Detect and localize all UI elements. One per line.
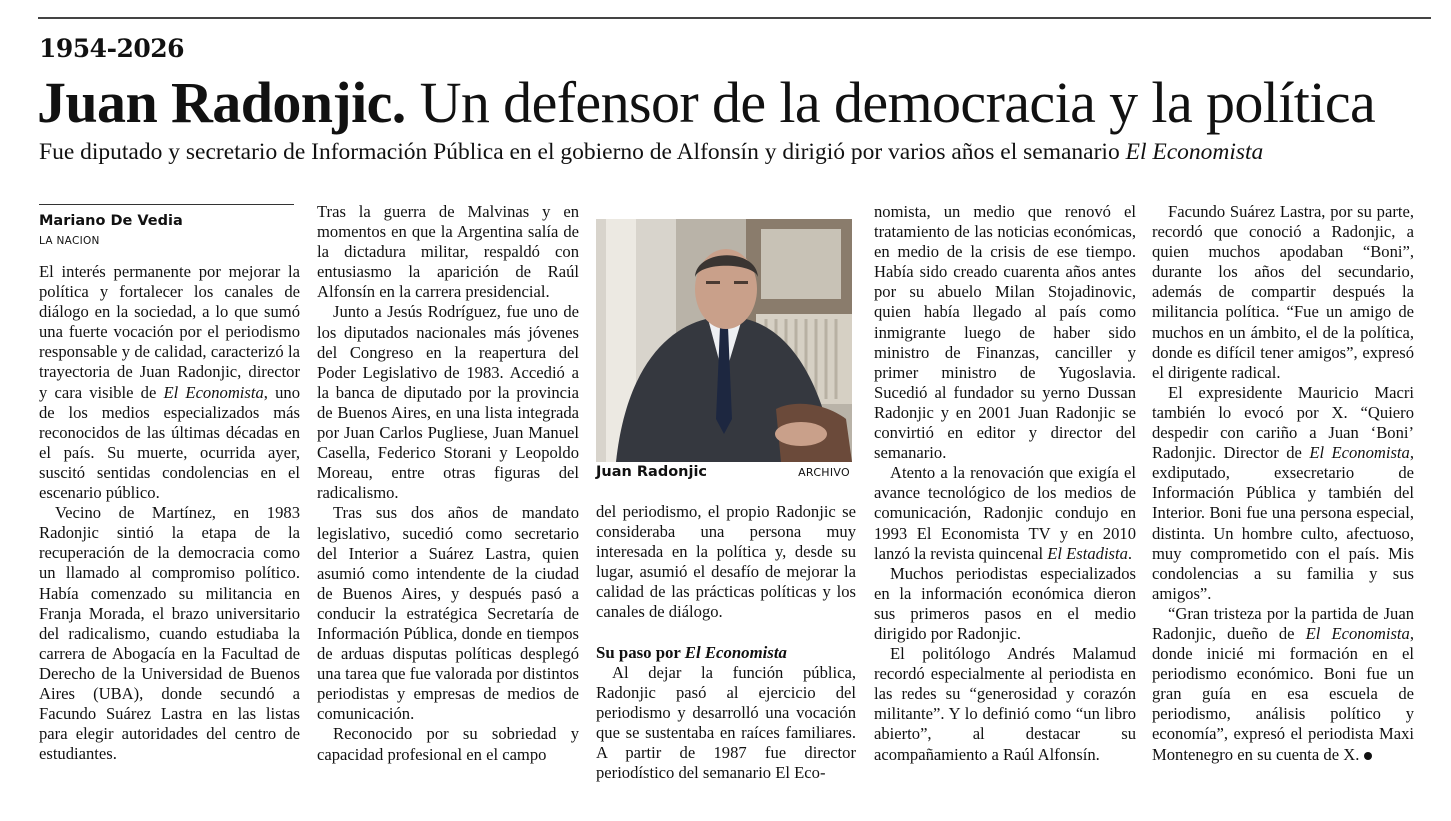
paragraph-text: , uno de los medios especializados más reconocidos de las últimas décadas en el país. Su muerte, ocurrida ayer, suscitó sentidas condolencias en el escenario público. [39,382,300,503]
paragraph [874,463,1136,563]
top-rule [38,17,1431,19]
paragraph: Tras sus dos años de mandato legislativo, sucedió como secretario del Interior a Suárez Lastra, quien asumió como intendente de la ciudad de Buenos Aires, y después pasó a conducir la estratégica Secretaría de Información Pública, donde en tiempos de arduas disputas políticas desplegó una tarea que fue valorada por distintos periodistas y empresas de medios de comunicación. [317,503,579,724]
section-subtitle-prefix: Su paso por [596,642,685,662]
paragraph: Al dejar la función pública, Radonjic pasó al ejercicio del periodismo y desarrolló una vocación que se sustentaba en raíces familiares. A partir de 1987 fue director periodístico del semanario El Eco- [596,662,856,783]
publication-name: El Economista [1309,443,1410,463]
paragraph-text: El interés permanente por mejorar la política y fortalecer los canales de diálogo en la sociedad, a lo que sumó una fuerte vocación por el periodismo responsable y de calidad, caracterizó la trayectoria de Juan Radonjic, director y cara visible de [39,262,300,402]
portrait-photo [596,219,852,462]
portrait-illustration [596,219,852,462]
article-column-5 [1152,202,1414,786]
subheadline [39,138,1263,166]
publication-name: El Economista [163,382,264,402]
paragraph-text: , donde inicié mi formación en el periodismo económico. Boni fue un gran guía en esa escuela de periodismo, análisis político y economía”, expresó el periodista Maxi Montenegro en su cuenta de X. [1152,623,1414,764]
years-label: 1954-2026 [39,34,185,63]
subhead-text: Fue diputado y secretario de Información Pública en el gobierno de Alfonsín y dirigió por varios años el semanario [39,139,1126,165]
paragraph: nomista, un medio que renovó el tratamiento de las noticias económicas, en medio de la crisis de ese tiempo. Había sido creado cuarenta años antes por su abuelo Milan Stojadinovic, quien había llegado al país como inmigrante luego de haber sido ministro de Finanzas, canciller y primer ministro de Yugoslavia. Sucedió al fundador su yerno Dussan Radonjic y en 2001 Juan Radonjic se convirtió en editor y director del semanario. [874,202,1136,463]
headline-name: Juan Radonjic. [37,70,406,135]
paragraph: del periodismo, el propio Radonjic se consideraba una persona muy interesada en la política y, desde su lugar, asumió el desafío de mejorar la calidad de las prácticas políticas y los canales de diálogo. [596,502,856,622]
paragraph-text: , exdiputado, exsecretario de Información Pública y también del Interior. Boni fue una persona especial, distinta. Un hombre culto, afectuoso, muy comprometido con el país. Mis condolencias a su familia y sus amigos”. [1152,443,1414,603]
byline-organization: LA NACION [39,235,100,247]
caption-credit: ARCHIVO [798,466,850,479]
end-mark-icon [1364,752,1372,760]
paragraph: Junto a Jesús Rodríguez, fue uno de los diputados nacionales más jóvenes del Congreso en la reapertura del Poder Legislativo de 1983. Accedió a la banca de diputado por la provincia de Buenos Aires, en una lista integrada por Juan Carlos Pugliese, Juan Manuel Casella, Federico Storani y Leopoldo Moreau, entre otras figuras del radicalismo. [317,302,579,503]
publication-name: El Economista [1305,623,1410,643]
publication-name: El Estadista [1047,543,1128,563]
article-column-3 [596,502,856,786]
subhead-publication: El Economista [1125,139,1264,165]
section-subtitle [596,643,856,663]
article-column-2 [317,202,579,786]
caption-name: Juan Radonjic [596,464,708,480]
paragraph [1152,604,1414,765]
paragraph-text: “Gran tristeza por la partida de Juan Radonjic, dueño de [1152,603,1414,643]
article-column-4 [874,202,1136,786]
byline-rule [39,204,294,205]
paragraph: Tras la guerra de Malvinas y en momentos en que la Argentina salía de la dictadura militar, respaldó con entusiasmo la aparición de Raúl Alfonsín en la carrera presidencial. [317,202,579,302]
article-column-1 [39,262,300,786]
byline-author: Mariano De Vedia [39,213,183,229]
paragraph: Facundo Suárez Lastra, por su parte, recordó que conoció a Radonjic, a quien muchos apodaban “Boni”, durante los años del secundario, además de compartir después la militancia política. “Fue un amigo de muchos en un ámbito, el de la política, donde es difícil tener amigos”, expresó el dirigente radical. [1152,202,1414,382]
paragraph: El politólogo Andrés Malamud recordó especialmente al periodista en las redes su “generosidad y corazón militante”. Y lo definió como “un libro abierto”, al destacar su acompañamiento a Raúl Alfonsín. [874,644,1136,764]
photo-caption [596,462,852,482]
paragraph: Vecino de Martínez, en 1983 Radonjic sintió la etapa de la recuperación de la democracia como un llamado al compromiso político. Había comenzado su militancia en Franja Morada, el brazo universitario del radicalismo, cuando estudiaba la carrera de Abogacía en la Facultad de Derecho de la Universidad de Buenos Aires (UBA), donde secundó a Facundo Suárez Lastra en las listas para elegir autoridades del centro de estudiantes. [39,503,300,764]
paragraph [1152,383,1414,604]
headline [37,72,1375,134]
paragraph [39,262,300,503]
headline-rest: Un defensor de la democracia y la política [419,70,1376,135]
section-subtitle-publication: El Economista [684,642,787,662]
paragraph: Muchos periodistas especializados en la información económica dieron sus primeros pasos en el medio dirigido por Radonjic. [874,563,1136,643]
paragraph: Reconocido por su sobriedad y capacidad profesional en el campo [317,724,579,764]
paragraph-text: Atento a la renovación que exigía el avance tecnológico de los medios de comunicación, Radonjic condujo en 1993 El Economista TV y en 2010 lanzó la revista quincenal [874,463,1136,563]
paragraph-text: El expresidente Mauricio Macri también lo evocó por X. “Quiero despedir con cariño a Juan ‘Boni’ Radonjic. Director de [1152,382,1414,463]
paragraph-text: . [1127,543,1133,563]
